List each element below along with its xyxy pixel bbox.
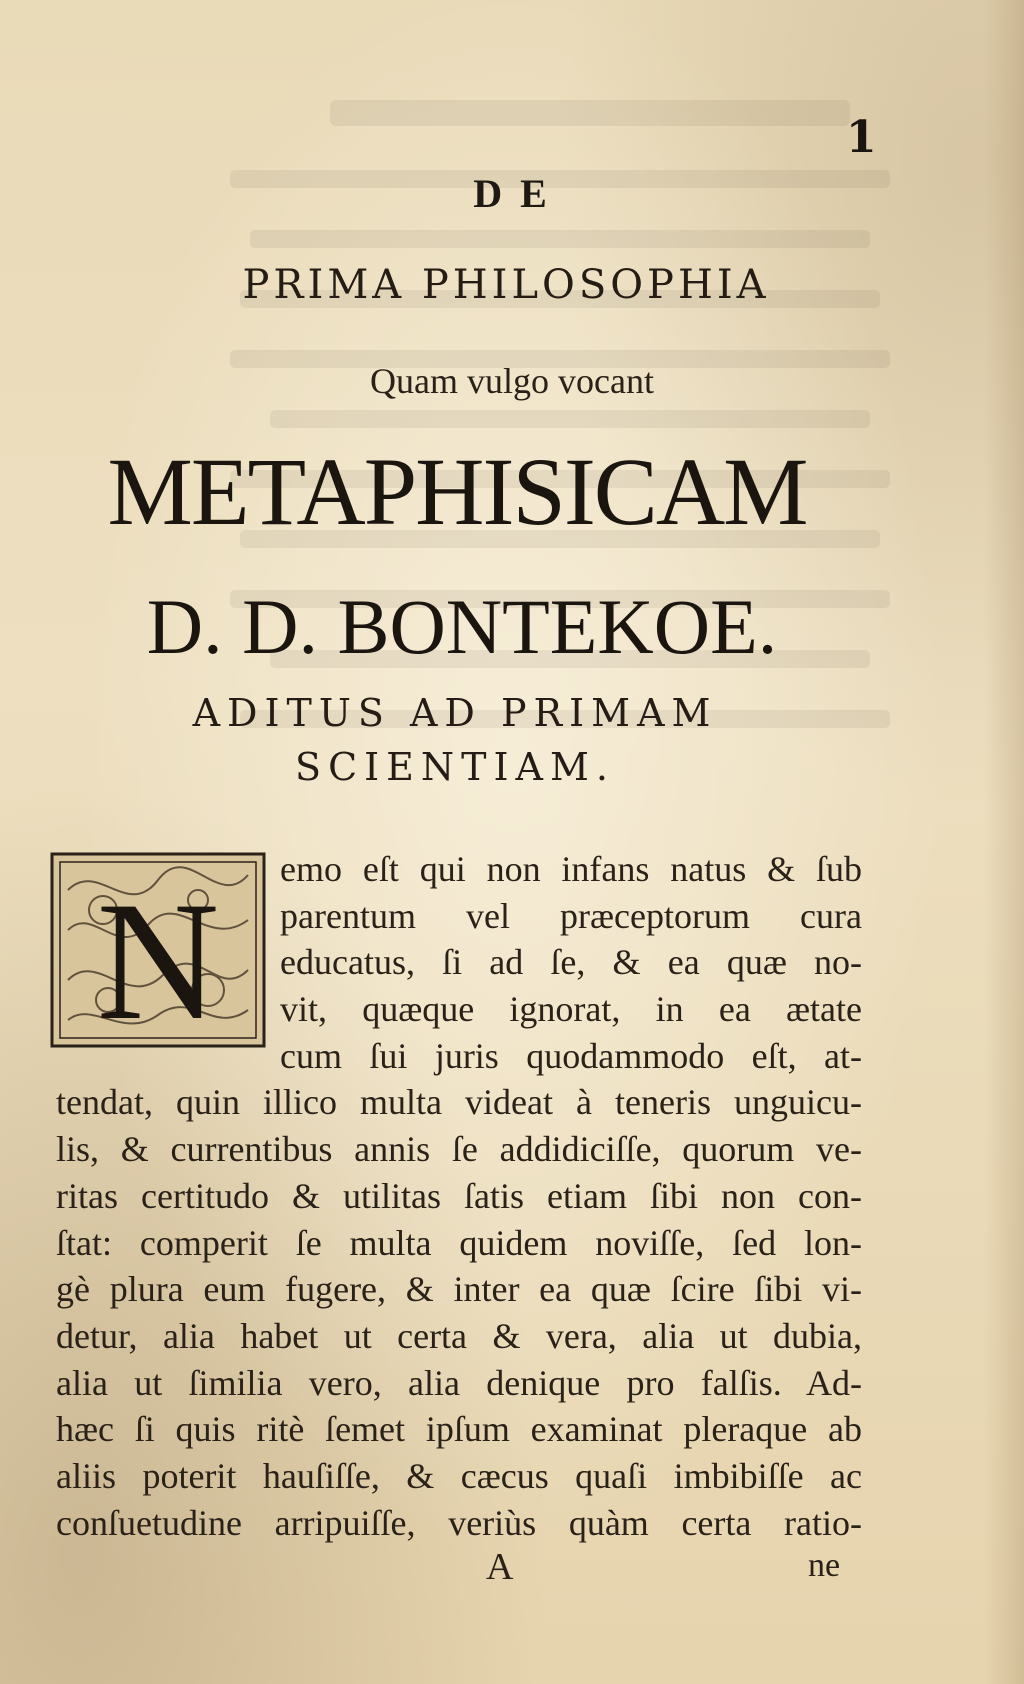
text-line: gè plura eum fugere, & inter ea quæ ſcire ſibi vi- — [56, 1269, 862, 1310]
text-line: aliis poterit hauſiſſe, & cæcus quaſi imbibiſſe ac — [56, 1455, 862, 1496]
page-edge-shadow — [984, 0, 1024, 1684]
author-name: D. D. BONTEKOE. — [146, 583, 778, 670]
text-line: educatus, ſi ad ſe, & ea quæ no- — [280, 942, 862, 983]
text-line: ſtat: comperit ſe multa quidem noviſſe, ſed lon- — [56, 1222, 862, 1263]
text-line: hæc ſi quis ritè ſemet ipſum examinat pleraque ab — [56, 1409, 862, 1450]
text-line: tendat, quin illico multa videat à teneris unguicu- — [56, 1082, 862, 1123]
text-line: conſuetudine arripuiſſe, veriùs quàm certa ratio- — [56, 1502, 862, 1543]
section-heading-line-1: ADITUS AD PRIMAM — [192, 691, 718, 735]
section-heading — [150, 686, 760, 794]
body-text — [56, 846, 862, 1546]
page-number: 1 — [846, 112, 877, 163]
catchword: ne — [808, 1547, 841, 1584]
text-line: parentum vel præceptorum cura — [280, 895, 862, 936]
title-quam-vulgo-vocant: Quam vulgo vocant — [370, 361, 654, 401]
signature-mark: A — [486, 1546, 514, 1588]
text-line: ritas certitudo & utilitas ſatis etiam ſibi non con- — [56, 1175, 862, 1216]
section-heading-line-2: SCIENTIAM. — [295, 745, 615, 789]
page-footer — [0, 1545, 1024, 1595]
title-de: DE — [473, 171, 565, 216]
text-line: lis, & currentibus annis ſe addidiciſſe, quorum ve- — [56, 1129, 862, 1170]
dropcap-letter: N — [96, 867, 220, 1050]
title-metaphisicam: METAPHISICAM — [107, 438, 807, 545]
text-line: detur, alia habet ut certa & vera, alia ut dubia, — [56, 1315, 862, 1356]
text-line: cum ſui juris quodammodo eſt, at- — [280, 1035, 862, 1076]
text-line: emo eſt qui non infans natus & ſub — [280, 849, 862, 889]
text-line: vit, quæque ignorat, in ea ætate — [280, 989, 862, 1030]
title-prima-philosophia: PRIMA PHILOSOPHIA — [242, 262, 770, 308]
text-line: alia ut ſimilia vero, alia denique pro falſis. Ad- — [56, 1362, 862, 1403]
